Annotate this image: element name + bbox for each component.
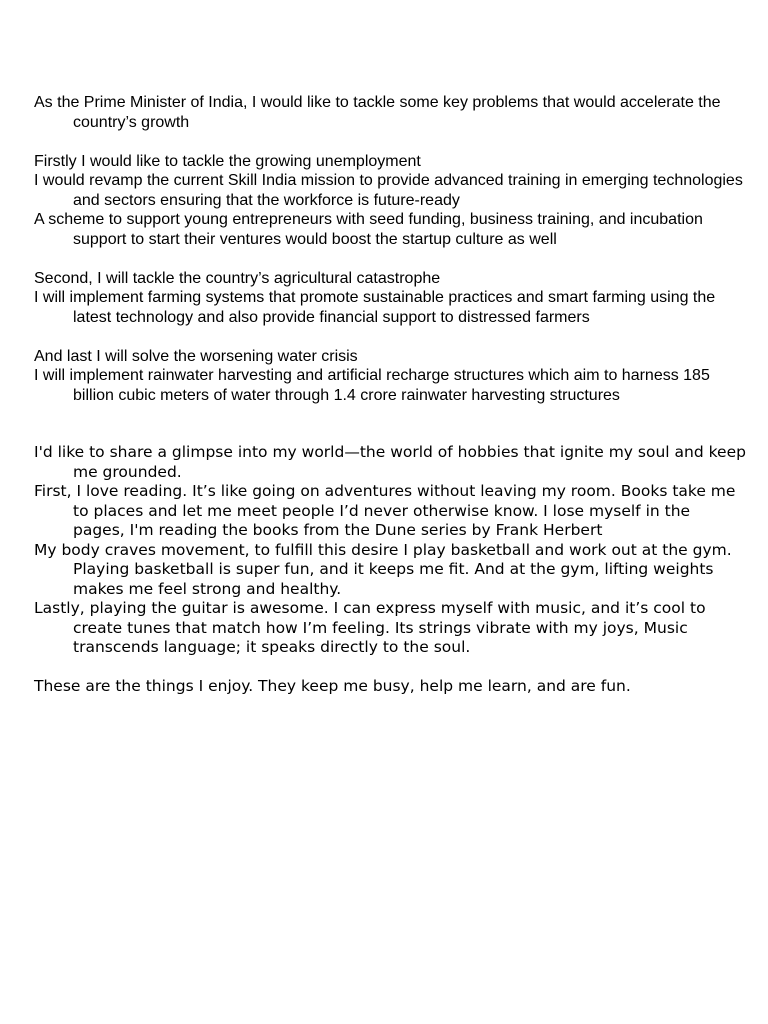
hobbies-intro: I'd like to share a glimpse into my world—the world of hobbies that ignite my soul and keep me grounded. [34, 443, 746, 481]
unemployment-heading: Firstly I would like to tackle the growing unemployment [34, 152, 421, 170]
document-page [34, 93, 746, 697]
unemployment-point-skill-india: I would revamp the current Skill India mission to provide advanced training in emerging technologies and sectors ensuring that the workforce is future-ready [34, 172, 743, 209]
unemployment-point-entrepreneurs: A scheme to support young entrepreneurs with seed funding, business training, and incubation support to start their ventures would boost the startup culture as well [34, 211, 703, 248]
agriculture-point-farming: I will implement farming systems that promote sustainable practices and smart farming using the latest technology and also provide financial support to distressed farmers [34, 289, 716, 326]
hobby-sports-paragraph: My body craves movement, to fulfill this desire I play basketball and work out at the gym. Playing basketball is super fun, and it keeps me fit. And at the gym, lifting weights makes me feel strong and healthy. [34, 540, 732, 598]
hobbies-closing: These are the things I enjoy. They keep me busy, help me learn, and are fun. [34, 677, 631, 695]
hobby-guitar-paragraph: Lastly, playing the guitar is awesome. I can express myself with music, and it’s cool to create tunes that match how I’m feeling. Its strings vibrate with my joys, Music transcends language; it speaks directly to the soul. [34, 599, 706, 656]
agriculture-heading: Second, I will tackle the country’s agricultural catastrophe [34, 269, 441, 287]
water-heading: And last I will solve the worsening water crisis [34, 347, 358, 365]
prime-minister-section [34, 93, 746, 405]
manifesto-intro: As the Prime Minister of India, I would like to tackle some key problems that would accelerate the country’s growth [34, 94, 721, 131]
hobby-reading-paragraph: First, I love reading. It’s like going on adventures without leaving my room. Books take me to places and let me meet people I’d never otherwise know. I lose myself in the pages, I'm reading the books from the Dune series by Frank Herbert [34, 482, 736, 539]
hobbies-section [34, 443, 746, 697]
water-point-harvesting: I will implement rainwater harvesting and artificial recharge structures which aim to harness 185 billion cubic meters of water through 1.4 crore rainwater harvesting structures [34, 367, 710, 404]
